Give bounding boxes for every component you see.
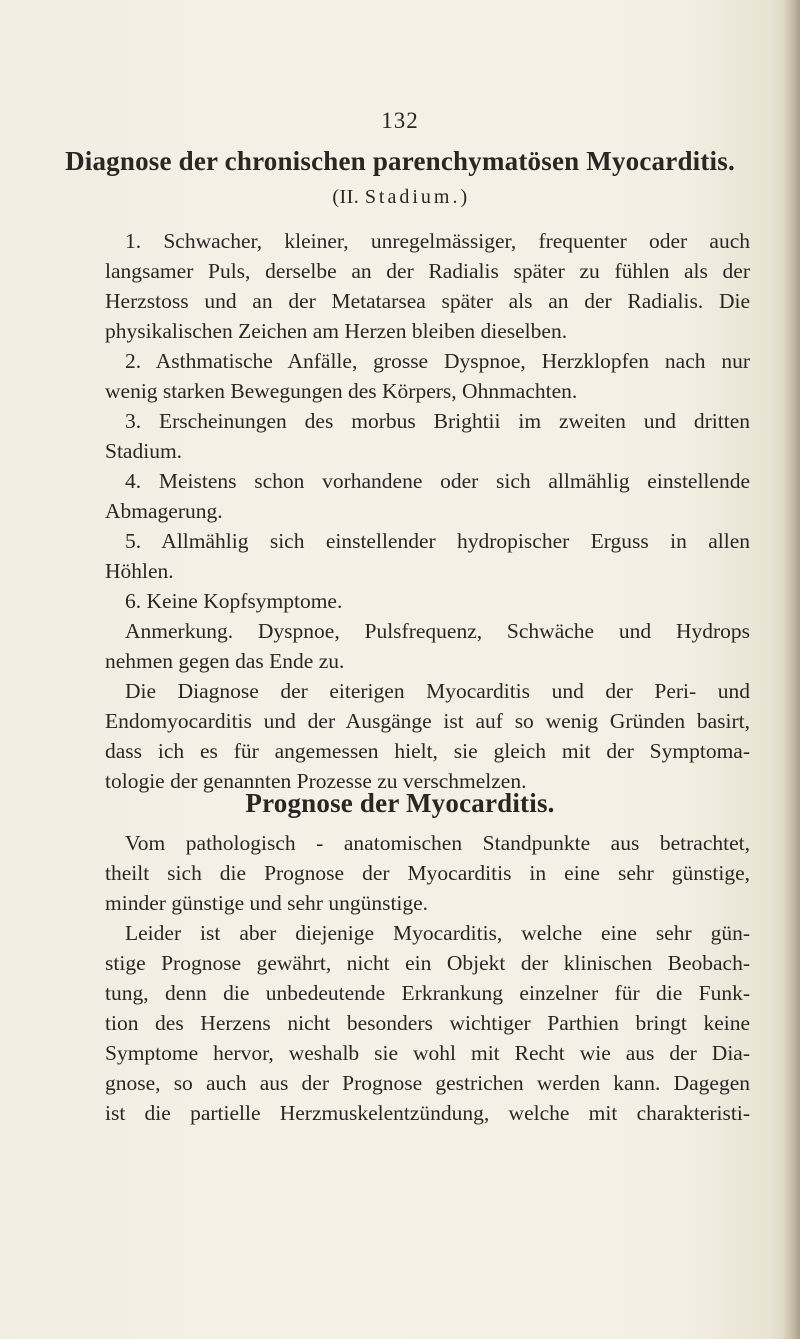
text-line: Abmagerung. — [105, 499, 223, 523]
text-line: Höhlen. — [105, 559, 174, 583]
text-line: Leider ist aber diejenige Myocarditis, welche eine sehr gün- — [125, 921, 750, 945]
subheading-open: (II. — [332, 186, 365, 208]
page-number: 132 — [381, 108, 419, 133]
section-heading-diagnose: Diagnose der chronischen parenchymatösen Myocarditis. — [65, 146, 735, 176]
text-line: 1. Schwacher, kleiner, unregelmässiger, frequenter oder auch — [125, 229, 750, 253]
text-line: minder günstige und sehr ungünstige. — [105, 891, 429, 915]
text-line: Symptome hervor, weshalb sie wohl mit Recht wie aus der Dia- — [105, 1041, 750, 1065]
text-line: 4. Meistens schon vorhandene oder sich allmählig einstellende — [125, 469, 750, 493]
text-line: Stadium. — [105, 439, 183, 463]
text-line: dass ich es für angemessen hielt, sie gleich mit der Symptoma- — [105, 739, 750, 763]
text-line: stige Prognose gewährt, nicht ein Objekt der klinischen Beobach- — [105, 951, 750, 975]
text-line: ist die partielle Herzmuskelentzündung, welche mit charakteristi- — [105, 1101, 750, 1125]
subheading-close: ) — [460, 186, 468, 208]
text-line: gnose, so auch aus der Prognose gestrichen werden kann. Dagegen — [105, 1071, 750, 1095]
text-line: Endomyocarditis und der Ausgänge ist auf so wenig Gründen basirt, — [105, 709, 750, 733]
text-line: theilt sich die Prognose der Myocarditis in eine sehr günstige, — [105, 861, 750, 885]
text-line: Vom pathologisch - anatomischen Standpunkte aus betrachtet, — [125, 831, 750, 855]
text-line: 2. Asthmatische Anfälle, grosse Dyspnoe, Herzklopfen nach nur — [125, 349, 750, 373]
text-line: tion des Herzens nicht besonders wichtiger Parthien bringt keine — [105, 1011, 750, 1035]
text-line: tologie der genannten Prozesse zu verschmelzen. — [105, 769, 527, 793]
text-line: Herzstoss und an der Metatarsea später als an der Radialis. Die — [105, 289, 750, 313]
text-line: 6. Keine Kopfsymptome. — [125, 589, 343, 613]
text-line: wenig starken Bewegungen des Körpers, Ohnmachten. — [105, 379, 578, 403]
text-line: physikalischen Zeichen am Herzen bleiben dieselben. — [105, 319, 568, 343]
text-line: tung, denn die unbedeutende Erkrankung einzelner für die Funk- — [105, 981, 750, 1005]
text-line: nehmen gegen das Ende zu. — [105, 649, 345, 673]
text-line: 5. Allmählig sich einstellender hydropischer Erguss in allen — [125, 529, 750, 553]
section-subheading-stadium — [0, 186, 800, 209]
text-line: 3. Erscheinungen des morbus Brightii im zweiten und dritten — [125, 409, 750, 433]
text-line: langsamer Puls, derselbe an der Radialis später zu fühlen als der — [105, 259, 750, 283]
text-line: Die Diagnose der eiterigen Myocarditis und der Peri- und — [125, 679, 750, 703]
text-line: Anmerkung. Dyspnoe, Pulsfrequenz, Schwäche und Hydrops — [125, 619, 750, 643]
subheading-spaced: Stadium. — [364, 186, 461, 208]
section-heading-prognose: Prognose der Myocarditis. — [245, 788, 555, 818]
